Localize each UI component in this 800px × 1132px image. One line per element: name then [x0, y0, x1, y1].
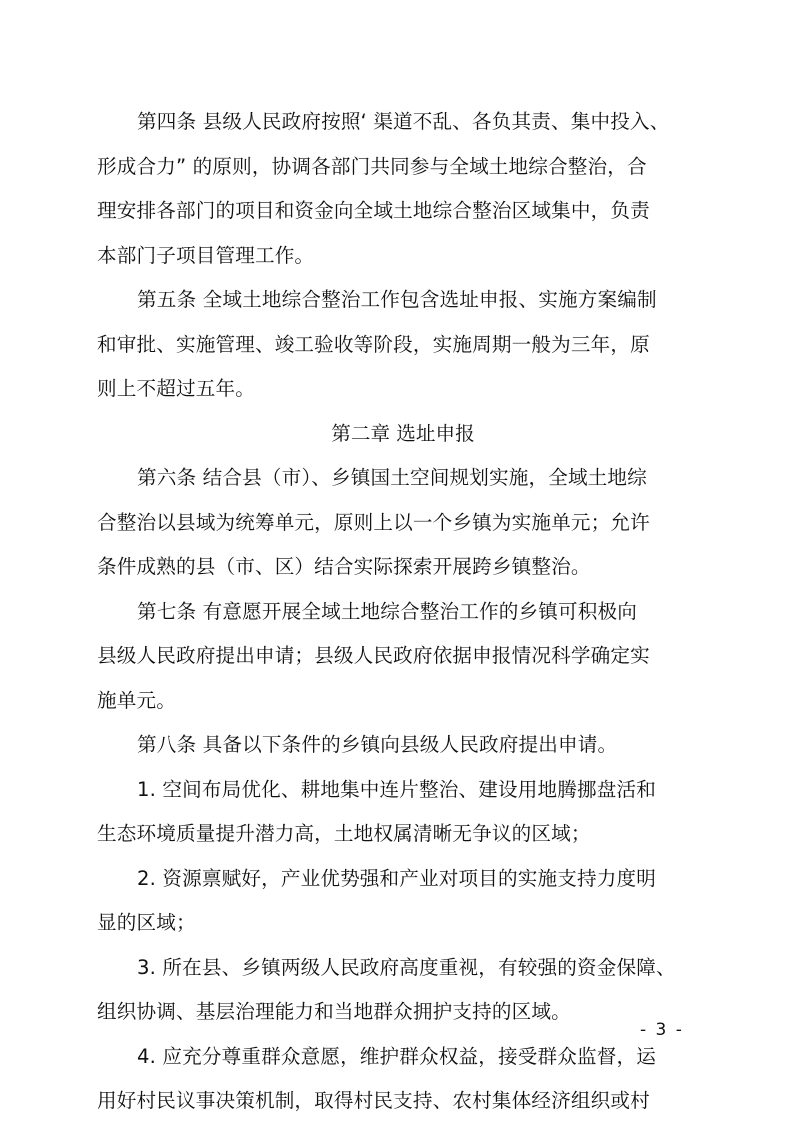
text-line: 理安排各部门的项目和资金向全域土地综合整治区域集中，负责 — [97, 199, 650, 222]
article-8 — [97, 723, 709, 768]
article-6 — [97, 456, 709, 590]
text-line: 第八条 具备以下条件的乡镇向县级人民政府提出申请。 — [137, 733, 618, 756]
text-line: 则上不超过五年。 — [97, 377, 255, 400]
text-line: 条件成熟的县（市、区）结合实际探索开展跨乡镇整治。 — [97, 555, 591, 578]
text-line: 本部门子项目管理工作。 — [97, 243, 315, 267]
text-line: 第六条 结合县（市）、乡镇国土空间规划实施，全域土地综 — [137, 466, 647, 489]
text-line: 第七条 有意愿开展全域土地综合整治工作的乡镇可积极向 — [137, 599, 637, 623]
text-line: 第四条 县级人民政府按照‘ 渠道不乱、各负其责、集中投入、 — [137, 110, 670, 133]
text-line: 形成合力” 的原则，协调各部门共同参与全域土地综合整治，合 — [97, 154, 647, 178]
text-line: 3. 所在县、乡镇两级人民政府高度重视，有较强的资金保障、 — [137, 955, 676, 979]
article-7 — [97, 590, 709, 724]
page-number: - 3 - — [640, 1020, 684, 1040]
text-line: 第五条 全域土地综合整治工作包含选址申报、实施方案编制 — [137, 288, 657, 311]
text-line: 显的区域； — [97, 911, 196, 934]
list-item-2 — [97, 857, 709, 946]
text-line: 施单元。 — [97, 688, 176, 712]
text-line: 合整治以县域为统筹单元，原则上以一个乡镇为实施单元；允许 — [97, 510, 650, 534]
article-4 — [97, 100, 709, 278]
list-item-4 — [97, 1035, 709, 1124]
text-line: 县级人民政府提出申请；县级人民政府依据申报情况科学确定实 — [97, 644, 650, 667]
text-line: 组织协调、基层治理能力和当地群众拥护支持的区域。 — [97, 1000, 571, 1023]
text-line: 用好村民议事决策机制，取得村民支持、农村集体经济组织或村 — [97, 1089, 650, 1112]
article-5 — [97, 278, 709, 412]
list-item-1 — [97, 768, 709, 857]
text-line: 4. 应充分尊重群众意愿，维护群众权益，接受群众监督，运 — [137, 1044, 656, 1068]
list-item-3 — [97, 946, 709, 1035]
text-line: 生态环境质量提升潜力高，土地权属清晰无争议的区域； — [97, 822, 591, 845]
text-line: 2. 资源禀赋好，产业优势强和产业对项目的实施支持力度明 — [137, 866, 656, 890]
text-line: 1. 空间布局优化、耕地集中连片整治、建设用地腾挪盘活和 — [137, 777, 656, 801]
document-body — [97, 100, 709, 1124]
text-line: 和审批、实施管理、竣工验收等阶段，实施周期一般为三年，原 — [97, 332, 650, 356]
chapter-heading: 第二章 选址申报 — [331, 421, 475, 445]
